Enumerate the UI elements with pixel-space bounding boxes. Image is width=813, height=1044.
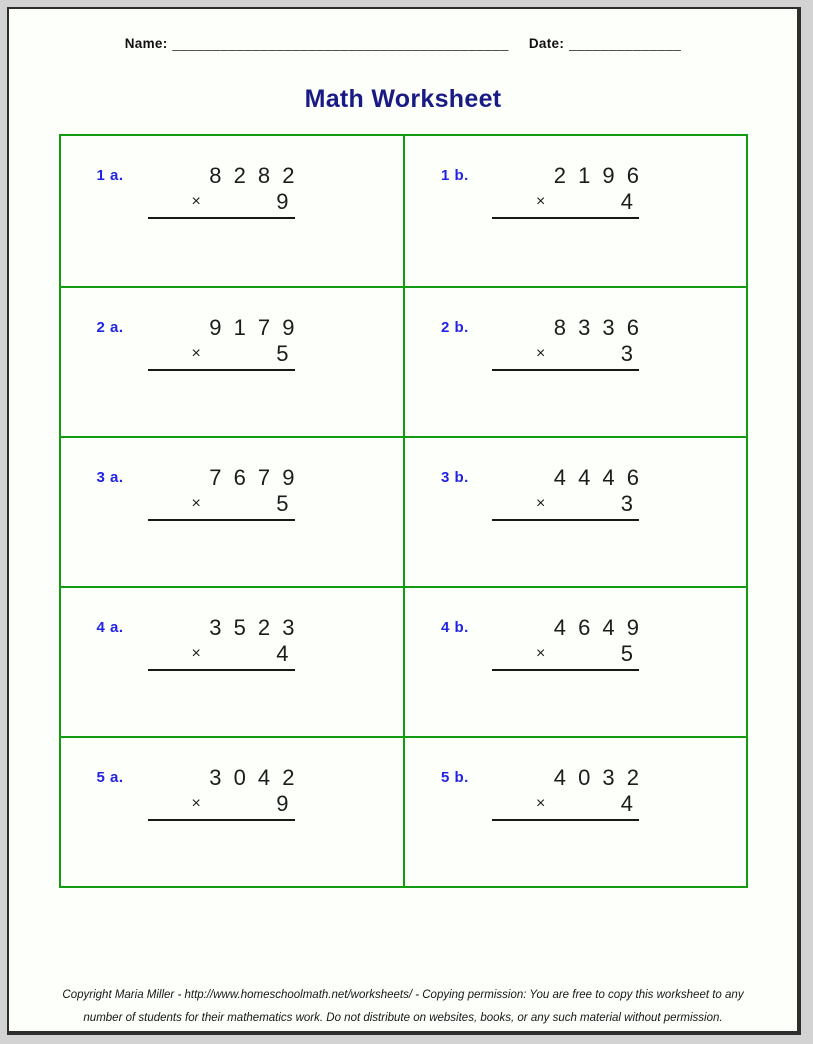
- answer-space: [492, 521, 639, 581]
- problem-label: 2 b.: [441, 319, 469, 336]
- problem-cell-4b: [403, 586, 746, 736]
- operator-row: [492, 340, 639, 371]
- multiplication-problem: [492, 738, 639, 881]
- problem-cell-2b: [403, 286, 746, 436]
- multiply-icon: ×: [191, 193, 201, 210]
- multiplicand: 3 5 2 3: [209, 615, 297, 640]
- name-label: Name:: [124, 36, 168, 51]
- multiplicand: 4 4 4 6: [553, 465, 641, 490]
- multiplier: 9: [276, 791, 289, 816]
- problem-cell-1a: [61, 136, 404, 286]
- answer-space: [492, 371, 639, 431]
- multiplier: 4: [620, 189, 633, 214]
- multiplier: 5: [276, 341, 289, 366]
- answer-space: [492, 671, 639, 731]
- multiplier: 9: [276, 189, 289, 214]
- multiply-icon: ×: [536, 345, 546, 362]
- problem-label: 4 a.: [96, 619, 124, 636]
- multiply-icon: ×: [536, 795, 546, 812]
- multiplication-problem: [148, 288, 295, 431]
- multiplier: 3: [620, 491, 633, 516]
- header: [9, 9, 797, 51]
- problem-cell-5a: [61, 736, 404, 886]
- problem-cell-3a: [61, 436, 404, 586]
- date-label: Date:: [528, 36, 565, 51]
- multiply-icon: ×: [536, 495, 546, 512]
- operator-row: [492, 790, 639, 821]
- answer-space: [148, 219, 295, 279]
- problem-label: 4 b.: [441, 619, 469, 636]
- problem-label: 1 a.: [96, 167, 124, 184]
- answer-space: [492, 219, 639, 279]
- multiplication-problem: [148, 438, 295, 581]
- copyright-footer: [9, 984, 797, 1030]
- answer-space: [148, 821, 295, 881]
- operator-row: [148, 340, 295, 371]
- multiplication-problem: [148, 136, 295, 279]
- multiplication-problem: [148, 588, 295, 731]
- multiplier: 5: [276, 491, 289, 516]
- page-title: Math Worksheet: [304, 85, 502, 113]
- multiplicand: 8 3 3 6: [553, 315, 641, 340]
- problem-label: 3 a.: [96, 469, 124, 486]
- multiplicand: 9 1 7 9: [209, 315, 297, 340]
- copyright-line-1: Copyright Maria Miller - http://www.homeschoolmath.net/worksheets/ - Copying permission: You are free to copy this worksheet to any: [62, 989, 744, 1001]
- answer-space: [148, 671, 295, 731]
- multiplication-problem: [492, 588, 639, 731]
- problem-cell-1b: [403, 136, 746, 286]
- problem-cell-2a: [61, 286, 404, 436]
- operator-row: [492, 490, 639, 521]
- multiply-icon: ×: [536, 193, 546, 210]
- multiplication-problem: [148, 738, 295, 881]
- multiplier: 4: [276, 641, 289, 666]
- name-blank-line: __________________________________________: [172, 36, 509, 51]
- operator-row: [148, 640, 295, 671]
- problems-grid: [59, 134, 748, 888]
- multiply-icon: ×: [191, 795, 201, 812]
- problem-label: 3 b.: [441, 469, 469, 486]
- operator-row: [492, 640, 639, 671]
- multiplier: 4: [620, 791, 633, 816]
- problem-cell-4a: [61, 586, 404, 736]
- problem-label: 5 b.: [441, 769, 469, 786]
- multiply-icon: ×: [191, 345, 201, 362]
- worksheet-page: [7, 7, 801, 1035]
- multiplier: 3: [620, 341, 633, 366]
- problem-label: 1 b.: [441, 167, 469, 184]
- multiplicand: 2 1 9 6: [553, 163, 641, 188]
- multiplicand: 4 0 3 2: [553, 765, 641, 790]
- problem-label: 2 a.: [96, 319, 124, 336]
- multiplication-problem: [492, 438, 639, 581]
- problem-cell-5b: [403, 736, 746, 886]
- multiplicand: 4 6 4 9: [553, 615, 641, 640]
- multiplicand: 8 2 8 2: [209, 163, 297, 188]
- problem-label: 5 a.: [96, 769, 124, 786]
- problem-cell-3b: [403, 436, 746, 586]
- answer-space: [148, 371, 295, 431]
- date-blank-line: ______________: [569, 36, 682, 51]
- multiply-icon: ×: [536, 645, 546, 662]
- multiplication-problem: [492, 288, 639, 431]
- multiplicand: 7 6 7 9: [209, 465, 297, 490]
- copyright-line-2: number of students for their mathematics work. Do not distribute on websites, books, or any such material without permission.: [83, 1012, 723, 1024]
- answer-space: [492, 821, 639, 881]
- multiplicand: 3 0 4 2: [209, 765, 297, 790]
- operator-row: [148, 490, 295, 521]
- multiply-icon: ×: [191, 495, 201, 512]
- multiplier: 5: [620, 641, 633, 666]
- operator-row: [492, 188, 639, 219]
- multiplication-problem: [492, 136, 639, 279]
- operator-row: [148, 790, 295, 821]
- answer-space: [148, 521, 295, 581]
- operator-row: [148, 188, 295, 219]
- multiply-icon: ×: [191, 645, 201, 662]
